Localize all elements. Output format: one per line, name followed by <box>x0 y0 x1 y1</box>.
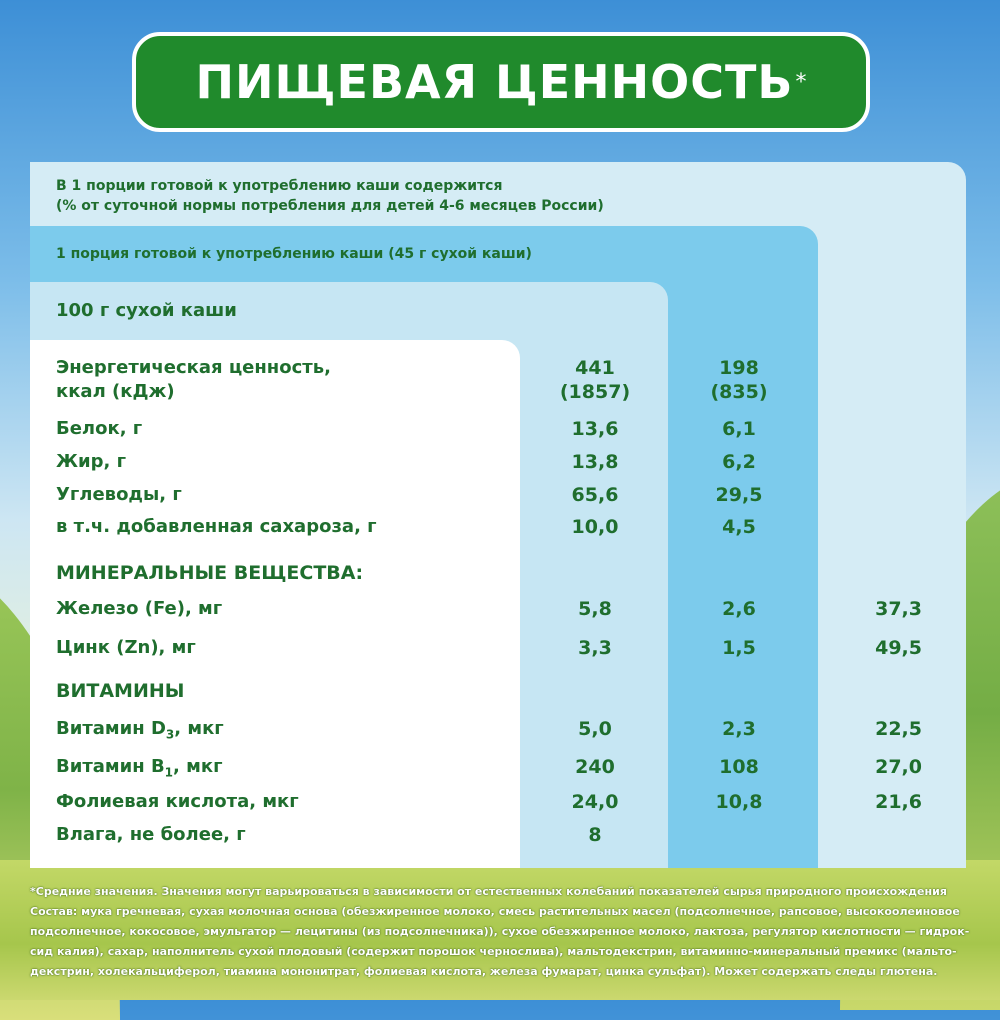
value-per-100g: 10,0 <box>571 516 619 538</box>
value-per-serving: 2,3 <box>722 718 756 740</box>
value-line1: 198 <box>719 357 759 379</box>
footer-disclaimer: *Средние значения. Значения могут варьироваться в зависимости от естественных колебаний показателей сырья природного происхождения <box>30 885 947 898</box>
value-per-100g: 65,6 <box>571 484 619 506</box>
table-row-protein <box>0 418 1000 448</box>
value-per-100g: 8 <box>588 824 602 846</box>
label-unit: , мкг <box>173 756 223 777</box>
value-daily-percent: 22,5 <box>875 718 922 740</box>
value-daily-percent: 37,3 <box>875 598 922 620</box>
value-line2: (1857) <box>559 381 631 403</box>
row-label: в т.ч. добавленная сахароза, г <box>56 516 377 537</box>
value-daily-percent: 49,5 <box>875 637 922 659</box>
footer-ingredients-line: сид калия), сахар, наполнитель сухой плодовый (содержит порошок чернослива), мальтодекстрин, витаминно-минеральный премикс (мальто- <box>30 945 957 958</box>
row-label: Жир, г <box>56 451 127 472</box>
table-row-energy <box>0 356 1000 408</box>
row-label-line2: ккал (кДж) <box>56 381 175 402</box>
label-main: Витамин D <box>56 718 166 739</box>
label-subscript: 3 <box>165 727 175 742</box>
value-per-serving: 10,8 <box>715 791 763 813</box>
value-daily-percent: 21,6 <box>875 791 922 813</box>
value-per-serving: 108 <box>719 756 759 778</box>
label-unit: , мкг <box>174 718 224 739</box>
value-per-100g: 5,0 <box>578 718 612 740</box>
label-subscript: 1 <box>164 765 174 780</box>
table-row-vitamin-d3 <box>0 718 1000 748</box>
table-row-sucrose <box>0 516 1000 546</box>
value-per-serving: 29,5 <box>715 484 763 506</box>
value-per-100g: 3,3 <box>578 637 612 659</box>
table-row-carbs <box>0 484 1000 514</box>
table-row-vitamin-b1 <box>0 756 1000 786</box>
row-label: Цинк (Zn), мг <box>56 637 196 658</box>
row-label: Белок, г <box>56 418 143 439</box>
value-per-serving: 1,5 <box>722 637 756 659</box>
section-title-minerals: МИНЕРАЛЬНЫЕ ВЕЩЕСТВА: <box>56 562 364 584</box>
row-label <box>56 718 224 742</box>
value-per-serving <box>684 356 794 404</box>
title-banner <box>132 32 870 132</box>
value-line1: 441 <box>575 357 615 379</box>
footer-ingredients-line: подсолнечное, кокосовое, эмульгатор — лецитины (из подсолнечника)), сухое обезжиренное молоко, лактоза, регулятор кислотности — гидрок- <box>30 925 970 938</box>
table-row-iron <box>0 598 1000 628</box>
label-main: Витамин B <box>56 756 165 777</box>
header-per-serving: 1 порция готовой к употреблению каши (45 г сухой каши) <box>56 246 532 262</box>
value-per-100g <box>540 356 650 404</box>
row-label <box>56 756 222 780</box>
value-line2: (835) <box>710 381 768 403</box>
row-label: Железо (Fe), мг <box>56 598 223 619</box>
value-per-100g: 240 <box>575 756 615 778</box>
value-per-100g: 24,0 <box>571 791 619 813</box>
title-asterisk: * <box>795 69 807 95</box>
header-daily-percent-line2: (% от суточной нормы потребления для детей 4-6 месяцев России) <box>56 198 604 214</box>
row-label: Углеводы, г <box>56 484 182 505</box>
header-per-100g: 100 г сухой каши <box>56 300 237 321</box>
section-title-vitamins: ВИТАМИНЫ <box>56 680 185 702</box>
value-per-100g: 13,6 <box>571 418 619 440</box>
row-label-line1: Энергетическая ценность, <box>56 357 331 378</box>
row-label: Фолиевая кислота, мкг <box>56 791 299 812</box>
value-per-serving: 2,6 <box>722 598 756 620</box>
table-row-zinc <box>0 637 1000 667</box>
value-per-100g: 5,8 <box>578 598 612 620</box>
table-row-moisture <box>0 824 1000 854</box>
row-label: Влага, не более, г <box>56 824 246 845</box>
value-daily-percent: 27,0 <box>875 756 922 778</box>
header-daily-percent <box>56 176 604 216</box>
footer-notes <box>30 882 980 982</box>
value-per-serving: 4,5 <box>722 516 756 538</box>
table-row-folic-acid <box>0 791 1000 821</box>
footer-ingredients-line: Состав: мука гречневая, сухая молочная основа (обезжиренное молоко, смесь растительных масел (подсолнечное, рапсовое, высокоолеиновое <box>30 905 960 918</box>
table-row-fat <box>0 451 1000 481</box>
value-per-serving: 6,1 <box>722 418 756 440</box>
row-label <box>56 356 331 404</box>
value-per-serving: 6,2 <box>722 451 756 473</box>
page-title: ПИЩЕВАЯ ЦЕННОСТЬ <box>195 55 794 109</box>
header-daily-percent-line1: В 1 порции готовой к употреблению каши содержится <box>56 178 503 194</box>
footer-ingredients-line: декстрин, холекальциферол, тиамина мононитрат, фолиевая кислота, железа фумарат, цинка сульфат). Может содержать следы глютена. <box>30 965 938 978</box>
value-per-100g: 13,8 <box>571 451 619 473</box>
